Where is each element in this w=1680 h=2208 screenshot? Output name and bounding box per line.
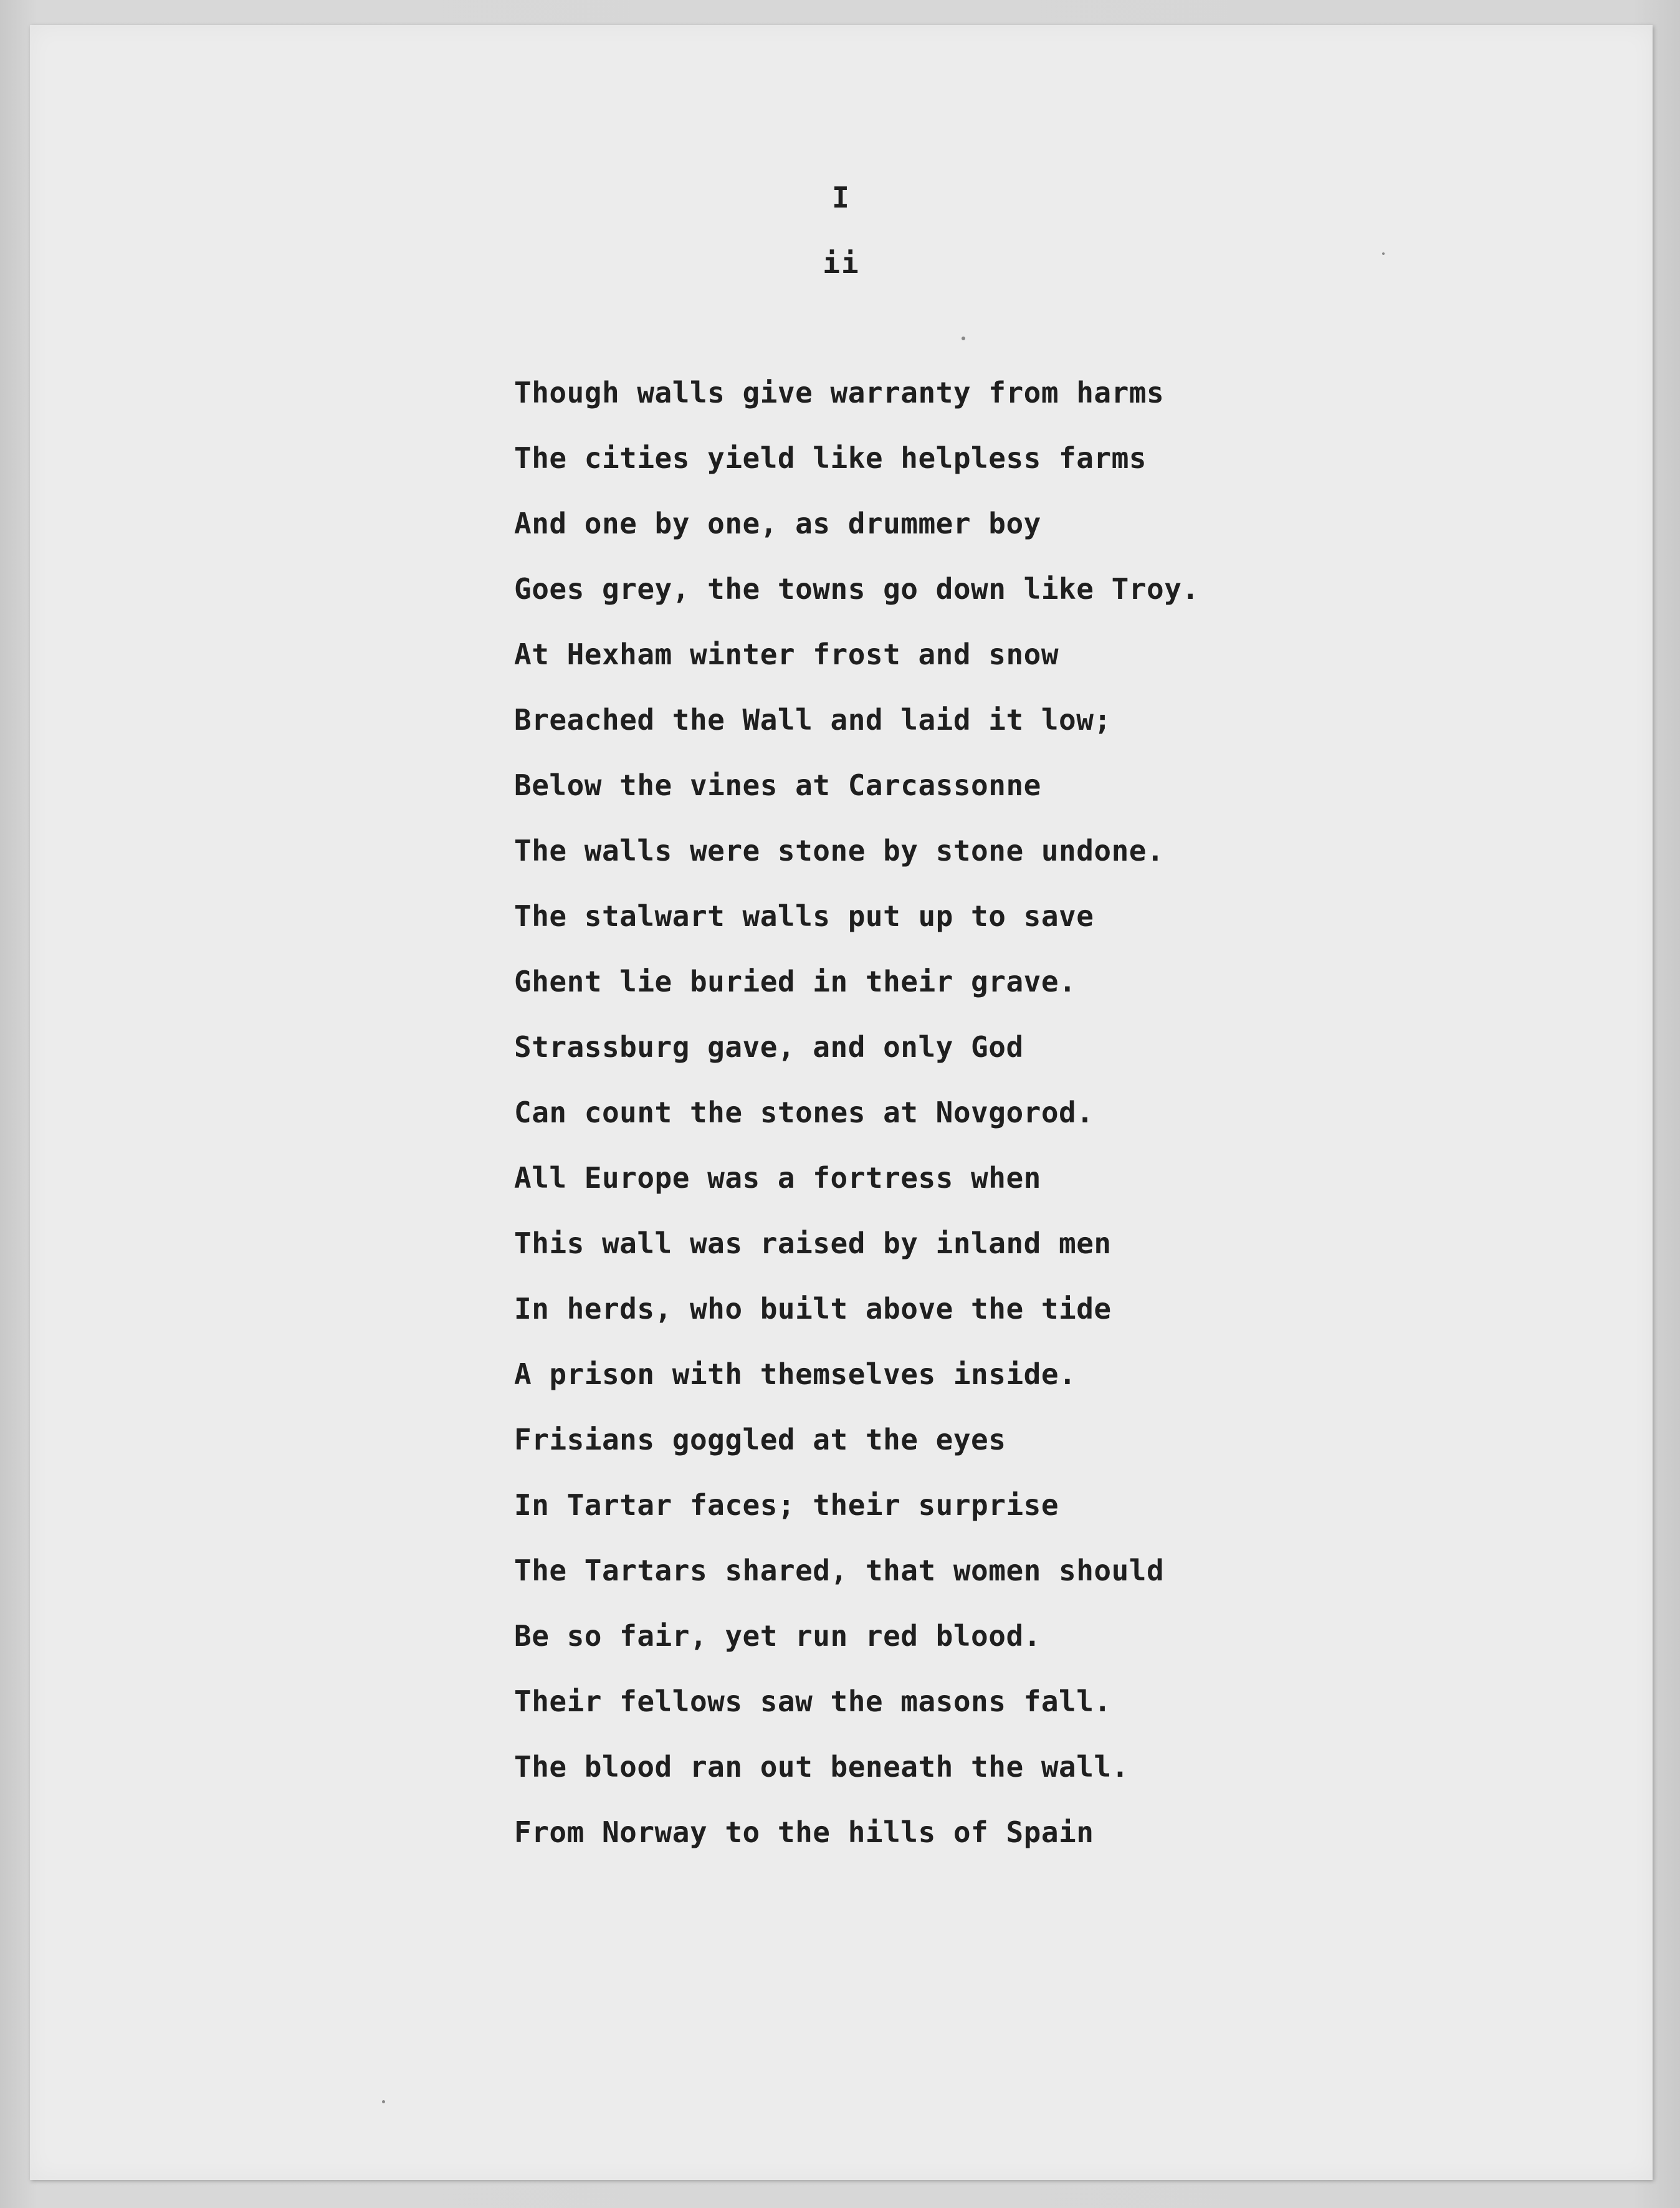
poem-line: Ghent lie buried in their grave. <box>514 965 1077 998</box>
poem-line: Their fellows saw the masons fall. <box>514 1685 1112 1718</box>
subsection-numeral: ii <box>823 246 860 280</box>
poem-line: This wall was raised by inland men <box>514 1226 1112 1260</box>
poem-line: Be so fair, yet run red blood. <box>514 1619 1041 1653</box>
poem-line: The blood ran out beneath the wall. <box>514 1750 1129 1784</box>
poem-line: The cities yield like helpless farms <box>514 441 1147 475</box>
poem-line: In herds, who built above the tide <box>514 1292 1112 1326</box>
poem-line: The stalwart walls put up to save <box>514 899 1094 933</box>
poem-line: Breached the Wall and laid it low; <box>514 703 1112 737</box>
paper-speck <box>1382 252 1385 255</box>
poem-line: The walls were stone by stone undone. <box>514 834 1165 867</box>
poem-line: A prison with themselves inside. <box>514 1357 1077 1391</box>
paper-speck <box>962 337 965 340</box>
poem-text <box>514 374 1386 1879</box>
poem-line: In Tartar faces; their surprise <box>514 1488 1059 1522</box>
paper-speck <box>382 2100 385 2103</box>
section-numeral: I <box>832 181 851 214</box>
poem-line: Frisians goggled at the eyes <box>514 1423 1006 1456</box>
poem-line: Strassburg gave, and only God <box>514 1030 1024 1064</box>
poem-line: And one by one, as drummer boy <box>514 507 1041 540</box>
poem-line: Though walls give warranty from harms <box>514 376 1165 409</box>
poem-line: From Norway to the hills of Spain <box>514 1815 1094 1849</box>
poem-line: Goes grey, the towns go down like Troy. <box>514 572 1200 606</box>
poem-line: The Tartars shared, that women should <box>514 1554 1165 1587</box>
poem-line: Below the vines at Carcassonne <box>514 768 1041 802</box>
poem-line: At Hexham winter frost and snow <box>514 638 1059 671</box>
poem-line: Can count the stones at Novgorod. <box>514 1096 1094 1129</box>
poem-line: All Europe was a fortress when <box>514 1161 1041 1195</box>
